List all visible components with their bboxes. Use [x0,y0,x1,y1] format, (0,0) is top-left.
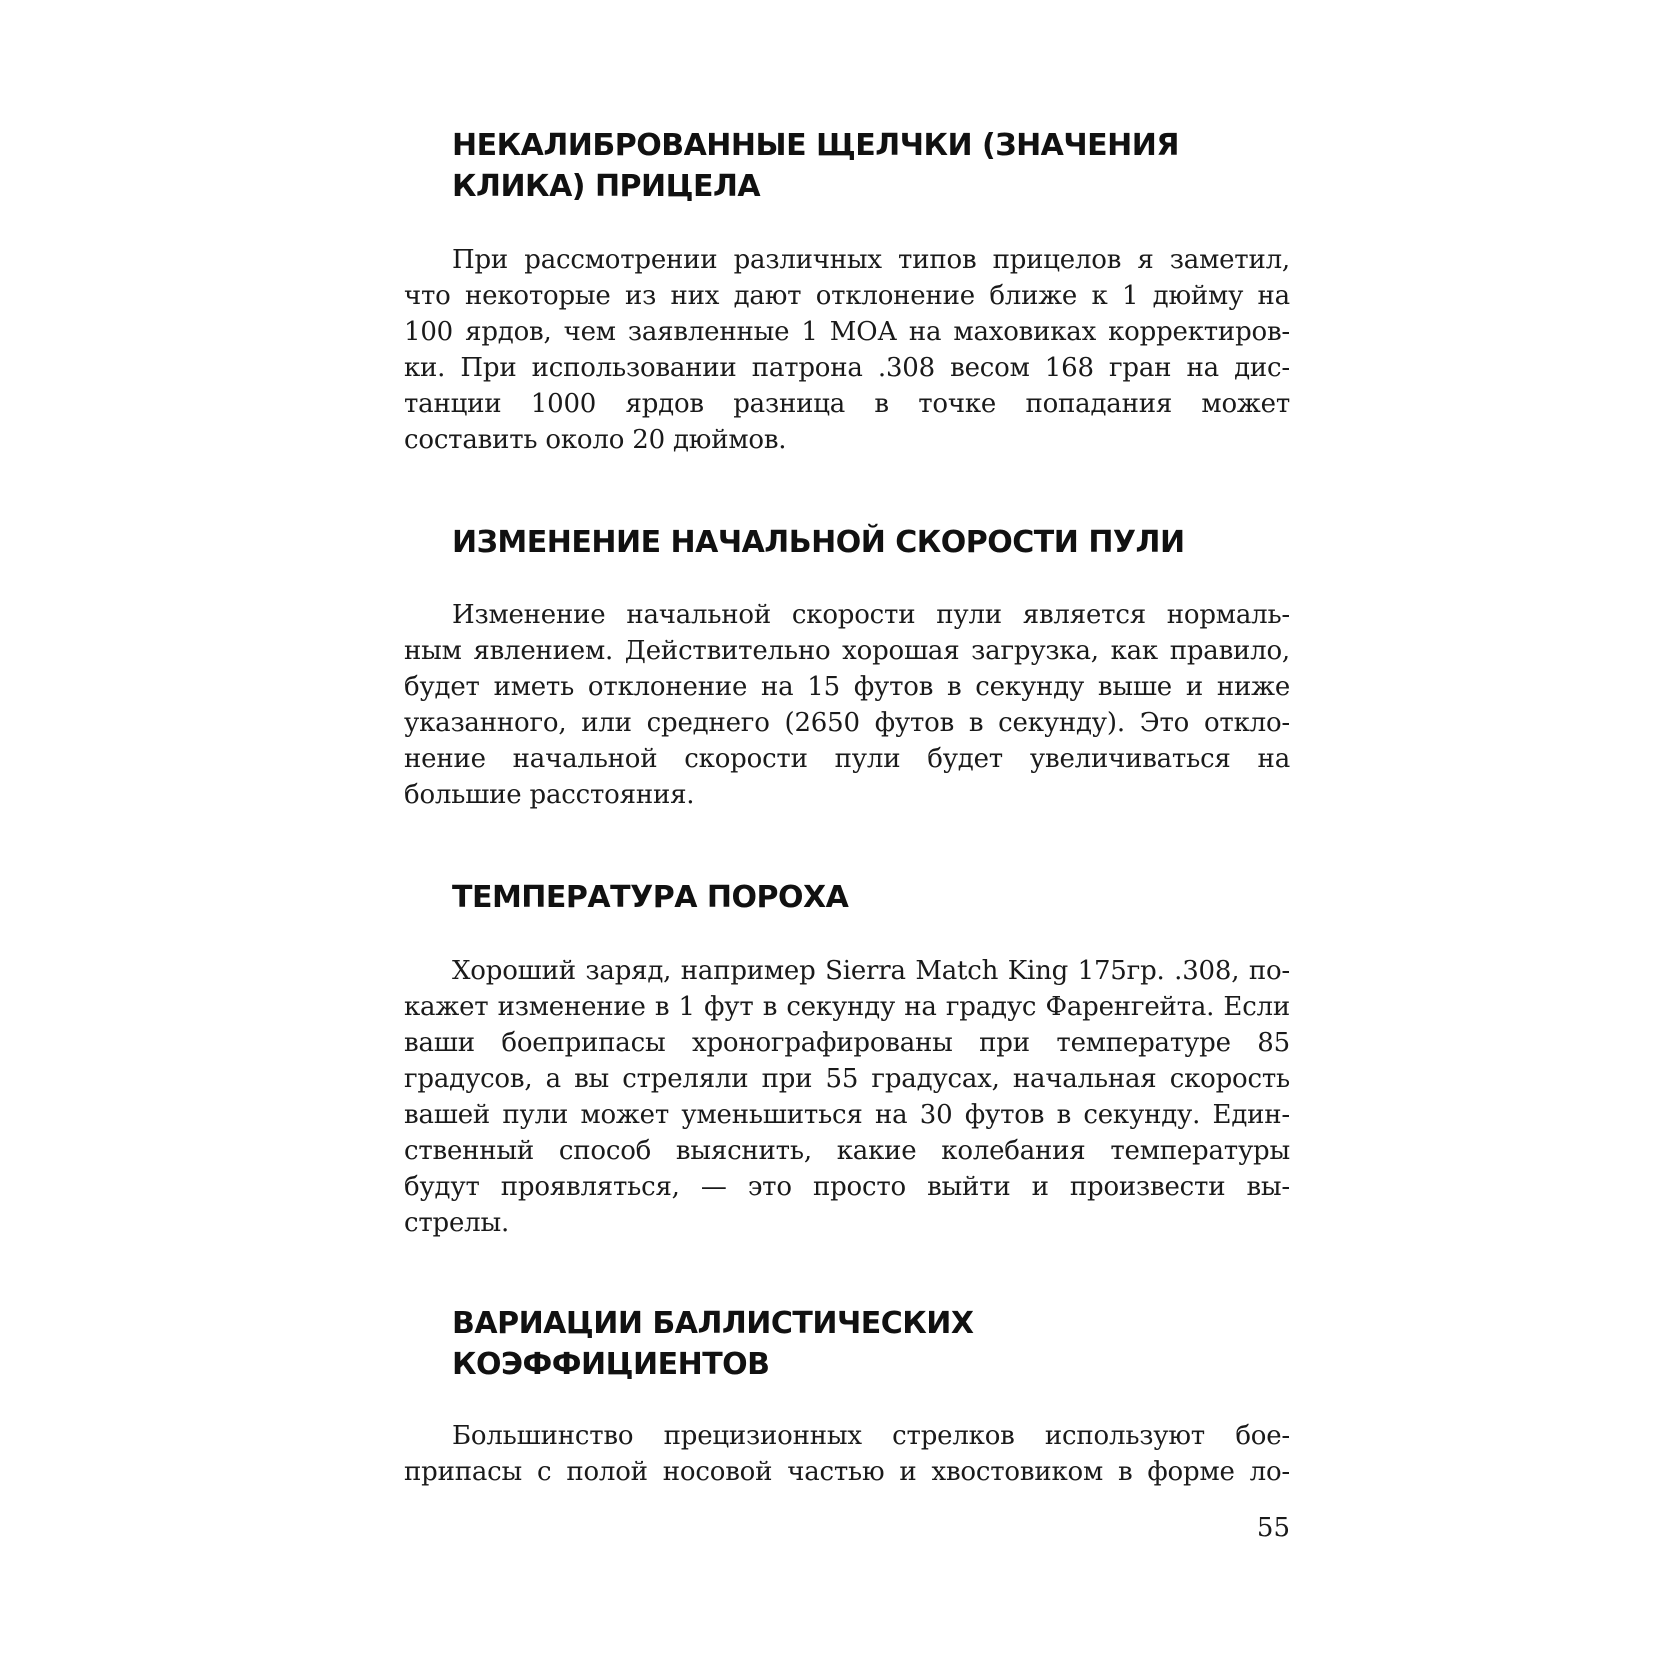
paragraph-line: припасы с полой носовой частью и хвостовиком в форме ло- [404,1457,1290,1487]
paragraph-line: указанного, или среднего (2650 футов в секунду). Это откло- [404,708,1290,738]
paragraph-line: нение начальной скорости пули будет увеличиваться на [404,744,1290,774]
heading-line: ВАРИАЦИИ БАЛЛИСТИЧЕСКИХ [452,1306,974,1341]
section-heading-powder-temperature [404,877,1290,918]
paragraph-line: стрелы. [404,1208,510,1238]
paragraph-line: вашей пули может уменьшиться на 30 футов в секунду. Един- [404,1100,1290,1130]
paragraph-line: танции 1000 ярдов разница в точке попадания может [404,389,1290,419]
section-paragraph-powder-temperature [404,953,1290,1241]
book-page [404,125,1290,1565]
paragraph-line: что некоторые из них дают отклонение ближе к 1 дюйму на [404,281,1290,311]
heading-line: КЛИКА) ПРИЦЕЛА [452,169,761,204]
paragraph-line: 100 ярдов, чем заявленные 1 МОА на маховиках корректиров- [404,317,1290,347]
page-number: 55 [1256,1513,1290,1543]
paragraph-line: ственный способ выяснить, какие колебания температуры [404,1136,1290,1166]
heading-line: ТЕМПЕРАТУРА ПОРОХА [452,880,849,915]
heading-line: ИЗМЕНЕНИЕ НАЧАЛЬНОЙ СКОРОСТИ ПУЛИ [452,525,1185,560]
paragraph-line: Хороший заряд, например Sierra Match King 175гр. .308, по- [452,956,1290,986]
section-heading-uncalibrated-clicks [404,125,1290,207]
section-paragraph-muzzle-velocity [404,597,1290,813]
section-heading-muzzle-velocity [404,522,1290,563]
heading-line: КОЭФФИЦИЕНТОВ [452,1347,770,1382]
paragraph-line: Изменение начальной скорости пули является нормаль- [452,600,1290,630]
paragraph-line: При рассмотрении различных типов прицелов я заметил, [452,245,1290,275]
paragraph-line: кажет изменение в 1 фут в секунду на градус Фаренгейта. Если [404,992,1290,1022]
paragraph-line: ки. При использовании патрона .308 весом 168 гран на дис- [404,353,1290,383]
paragraph-line: большие расстояния. [404,780,695,810]
paragraph-line: составить около 20 дюймов. [404,425,787,455]
paragraph-line: ным явлением. Действительно хорошая загрузка, как правило, [404,636,1290,666]
heading-line: НЕКАЛИБРОВАННЫЕ ЩЕЛЧКИ (ЗНАЧЕНИЯ [452,128,1179,163]
paragraph-line: будет иметь отклонение на 15 футов в секунду выше и ниже [404,672,1290,702]
section-paragraph-uncalibrated-clicks [404,242,1290,458]
section-heading-ballistic-coefficients [404,1303,1290,1385]
paragraph-line: градусов, а вы стреляли при 55 градусах, начальная скорость [404,1064,1290,1094]
paragraph-line: ваши боеприпасы хронографированы при температуре 85 [404,1028,1290,1058]
paragraph-line: будут проявляться, — это просто выйти и произвести вы- [404,1172,1290,1202]
paragraph-line: Большинство прецизионных стрелков используют бое- [452,1421,1290,1451]
section-paragraph-ballistic-coefficients [404,1418,1290,1490]
